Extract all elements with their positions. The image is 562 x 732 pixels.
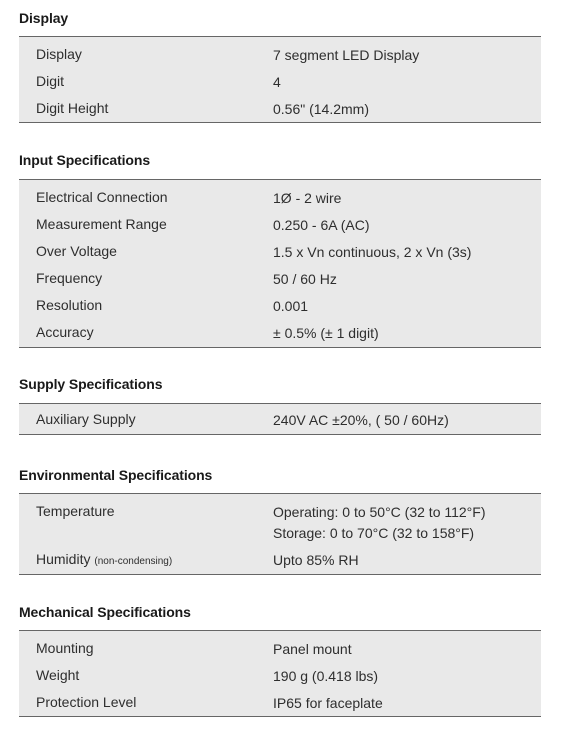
spec-table (19, 630, 541, 717)
spec-label: Digit (36, 73, 65, 89)
spec-value: 1Ø - 2 wire (273, 190, 342, 206)
spec-value: IP65 for faceplate (273, 695, 383, 711)
spec-label: Weight (36, 667, 80, 683)
spec-label (36, 550, 172, 571)
table-row (19, 635, 541, 662)
section-title: Input Specifications (19, 152, 151, 168)
table-row (19, 689, 541, 716)
spec-value (273, 502, 486, 544)
table-row (19, 211, 541, 238)
spec-value: Panel mount (273, 641, 352, 657)
table-row (19, 238, 541, 265)
spec-label-note: (non-condensing) (94, 556, 173, 567)
spec-value: 4 (273, 74, 281, 90)
spec-value: 0.56" (14.2mm) (273, 101, 370, 117)
spec-value: 1.5 x Vn continuous, 2 x Vn (3s) (273, 244, 472, 260)
spec-label-text: Humidity (36, 551, 91, 567)
section-title: Supply Specifications (19, 376, 163, 392)
spec-table (19, 36, 541, 123)
section-title: Display (19, 10, 69, 26)
spec-value: 0.250 - 6A (AC) (273, 217, 370, 233)
table-row (19, 662, 541, 689)
spec-label: Display (36, 46, 82, 62)
table-row (19, 184, 541, 211)
table-row (19, 406, 541, 433)
table-row (19, 68, 541, 95)
spec-label: Auxiliary Supply (36, 411, 136, 427)
spec-label: Digit Height (36, 100, 109, 116)
table-row (19, 265, 541, 292)
spec-label: Accuracy (36, 324, 94, 340)
spec-label: Measurement Range (36, 216, 167, 232)
spec-label: Over Voltage (36, 243, 117, 259)
spec-value: 0.001 (273, 298, 309, 314)
table-row (19, 41, 541, 68)
spec-table (19, 493, 541, 575)
spec-label: Mounting (36, 640, 94, 656)
spec-value: 7 segment LED Display (273, 47, 420, 63)
spec-value: ± 0.5% (± 1 digit) (273, 325, 379, 341)
spec-table (19, 403, 541, 435)
section-title: Environmental Specifications (19, 467, 213, 483)
section-title: Mechanical Specifications (19, 604, 191, 620)
spec-value: Upto 85% RH (273, 552, 359, 568)
table-row (19, 95, 541, 122)
spec-value-line: Storage: 0 to 70°C (32 to 158°F) (273, 525, 475, 541)
spec-table (19, 179, 541, 348)
spec-value: 240V AC ±20%, ( 50 / 60Hz) (273, 412, 449, 428)
spec-label: Resolution (36, 297, 103, 313)
table-row (19, 319, 541, 346)
table-row (19, 546, 541, 573)
table-row (19, 498, 541, 546)
spec-label: Temperature (36, 503, 115, 519)
spec-label: Electrical Connection (36, 189, 168, 205)
spec-value: 50 / 60 Hz (273, 271, 337, 287)
spec-value-line: Operating: 0 to 50°C (32 to 112°F) (273, 504, 486, 520)
spec-value: 190 g (0.418 lbs) (273, 668, 379, 684)
spec-label: Protection Level (36, 694, 137, 710)
table-row (19, 292, 541, 319)
spec-label: Frequency (36, 270, 103, 286)
